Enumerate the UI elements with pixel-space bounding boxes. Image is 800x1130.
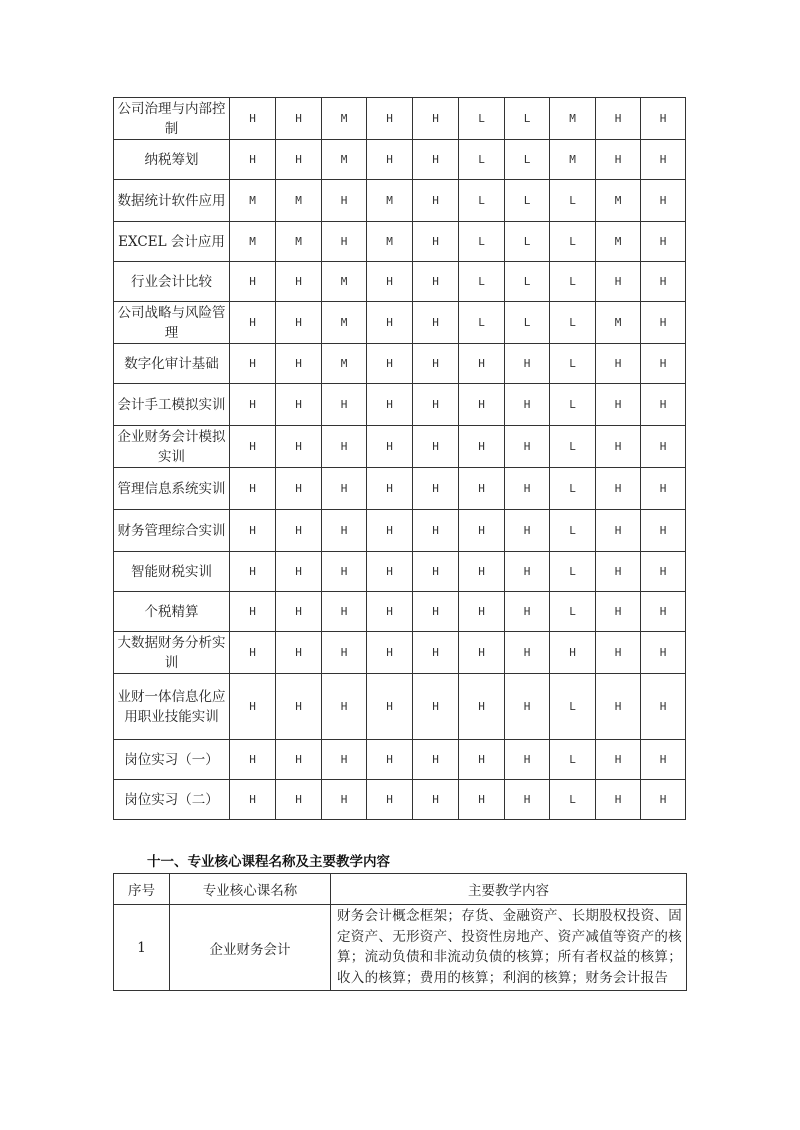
competency-level-cell: H — [367, 262, 413, 302]
competency-level-cell: L — [550, 180, 596, 222]
competency-level-cell: H — [413, 384, 459, 426]
competency-level-cell: L — [550, 384, 596, 426]
competency-level-cell: H — [230, 740, 276, 780]
competency-level-cell: L — [459, 222, 505, 262]
header-course-name: 专业核心课名称 — [170, 874, 331, 905]
competency-level-cell: H — [641, 98, 686, 140]
competency-level-cell: L — [550, 510, 596, 552]
competency-level-cell: H — [505, 426, 550, 468]
competency-level-cell: H — [596, 632, 641, 674]
table-row — [114, 510, 686, 552]
competency-level-cell: H — [459, 780, 505, 820]
competency-level-cell: M — [276, 180, 322, 222]
competency-level-cell: H — [367, 552, 413, 592]
competency-level-cell: H — [230, 98, 276, 140]
header-content: 主要教学内容 — [331, 874, 687, 905]
competency-level-cell: H — [276, 740, 322, 780]
competency-level-cell: H — [641, 552, 686, 592]
competency-level-cell: H — [596, 384, 641, 426]
table-row — [114, 426, 686, 468]
competency-level-cell: H — [322, 384, 367, 426]
competency-level-cell: H — [322, 552, 367, 592]
competency-level-cell: H — [505, 740, 550, 780]
competency-level-cell: H — [459, 632, 505, 674]
competency-level-cell: H — [367, 140, 413, 180]
competency-level-cell: H — [230, 302, 276, 344]
competency-level-cell: H — [641, 384, 686, 426]
table-row — [114, 674, 686, 740]
competency-level-cell: M — [367, 222, 413, 262]
course-name-cell: 企业财务会计模拟实训 — [114, 426, 230, 468]
table-row — [114, 740, 686, 780]
competency-level-cell: H — [413, 302, 459, 344]
competency-level-cell: H — [367, 632, 413, 674]
course-name: 企业财务会计 — [170, 905, 331, 991]
competency-level-cell: H — [367, 468, 413, 510]
core-courses-table — [113, 873, 687, 991]
competency-level-cell: H — [505, 592, 550, 632]
competency-level-cell: H — [459, 552, 505, 592]
competency-level-cell: H — [641, 510, 686, 552]
table-row — [114, 180, 686, 222]
competency-level-cell: M — [596, 222, 641, 262]
competency-level-cell: H — [641, 302, 686, 344]
course-name-cell: 数据统计软件应用 — [114, 180, 230, 222]
competency-level-cell: H — [367, 740, 413, 780]
competency-level-cell: H — [322, 180, 367, 222]
course-name-cell: 大数据财务分析实训 — [114, 632, 230, 674]
competency-level-cell: H — [276, 98, 322, 140]
table-row — [114, 905, 687, 991]
competency-level-cell: H — [276, 302, 322, 344]
competency-level-cell: H — [596, 674, 641, 740]
competency-level-cell: H — [230, 552, 276, 592]
competency-level-cell: H — [641, 780, 686, 820]
competency-level-cell: L — [550, 222, 596, 262]
competency-level-cell: M — [322, 140, 367, 180]
competency-level-cell: H — [276, 262, 322, 302]
competency-level-cell: H — [276, 468, 322, 510]
competency-level-cell: H — [413, 552, 459, 592]
competency-level-cell: H — [413, 426, 459, 468]
competency-level-cell: H — [459, 740, 505, 780]
table-row — [114, 98, 686, 140]
course-name-cell: 财务管理综合实训 — [114, 510, 230, 552]
competency-level-cell: M — [230, 180, 276, 222]
competency-level-cell: H — [230, 510, 276, 552]
competency-level-cell: H — [413, 262, 459, 302]
competency-level-cell: L — [505, 302, 550, 344]
course-name-cell: 岗位实习（二） — [114, 780, 230, 820]
competency-level-cell: H — [276, 384, 322, 426]
competency-level-cell: H — [596, 98, 641, 140]
competency-level-cell: H — [322, 592, 367, 632]
competency-level-cell: H — [322, 632, 367, 674]
table-row — [114, 592, 686, 632]
competency-level-cell: H — [276, 552, 322, 592]
matrix-body — [114, 98, 686, 820]
competency-level-cell: L — [550, 468, 596, 510]
competency-level-cell: H — [596, 740, 641, 780]
competency-level-cell: H — [505, 344, 550, 384]
competency-level-cell: H — [459, 468, 505, 510]
competency-level-cell: L — [550, 740, 596, 780]
competency-level-cell: H — [322, 426, 367, 468]
competency-level-cell: H — [413, 740, 459, 780]
course-name-cell: 管理信息系统实训 — [114, 468, 230, 510]
table-row — [114, 222, 686, 262]
competency-level-cell: H — [276, 344, 322, 384]
course-name-cell: 个税精算 — [114, 592, 230, 632]
competency-level-cell: L — [505, 262, 550, 302]
competency-level-cell: M — [276, 222, 322, 262]
course-name-cell: 公司战略与风险管理 — [114, 302, 230, 344]
competency-level-cell: H — [276, 632, 322, 674]
competency-level-cell: L — [550, 344, 596, 384]
competency-level-cell: H — [230, 674, 276, 740]
competency-level-cell: M — [550, 98, 596, 140]
course-name-cell: 数字化审计基础 — [114, 344, 230, 384]
competency-level-cell: H — [276, 592, 322, 632]
competency-level-cell: H — [596, 262, 641, 302]
competency-level-cell: L — [550, 592, 596, 632]
competency-level-cell: M — [230, 222, 276, 262]
competency-level-cell: H — [322, 740, 367, 780]
competency-level-cell: H — [641, 740, 686, 780]
table-row — [114, 262, 686, 302]
competency-level-cell: H — [641, 344, 686, 384]
competency-level-cell: H — [230, 344, 276, 384]
competency-level-cell: H — [596, 140, 641, 180]
competency-level-cell: H — [413, 344, 459, 384]
competency-level-cell: H — [459, 384, 505, 426]
competency-level-cell: M — [322, 344, 367, 384]
competency-level-cell: H — [505, 384, 550, 426]
competency-level-cell: M — [596, 302, 641, 344]
competency-level-cell: L — [505, 140, 550, 180]
competency-level-cell: M — [596, 180, 641, 222]
competency-level-cell: H — [505, 510, 550, 552]
competency-level-cell: L — [505, 98, 550, 140]
competency-level-cell: H — [505, 468, 550, 510]
competency-level-cell: H — [230, 426, 276, 468]
competency-level-cell: H — [413, 468, 459, 510]
competency-level-cell: H — [367, 302, 413, 344]
competency-level-cell: M — [322, 302, 367, 344]
competency-level-cell: L — [459, 98, 505, 140]
course-name-cell: 业财一体信息化应用职业技能实训 — [114, 674, 230, 740]
competency-level-cell: H — [367, 674, 413, 740]
course-name-cell: 智能财税实训 — [114, 552, 230, 592]
competency-level-cell: H — [641, 632, 686, 674]
competency-level-cell: M — [322, 262, 367, 302]
competency-level-cell: L — [550, 552, 596, 592]
table-row — [114, 780, 686, 820]
competency-level-cell: H — [230, 592, 276, 632]
competency-level-cell: H — [413, 592, 459, 632]
competency-level-cell: H — [596, 468, 641, 510]
competency-level-cell: H — [322, 222, 367, 262]
table-row — [114, 552, 686, 592]
course-name-cell: 会计手工模拟实训 — [114, 384, 230, 426]
competency-level-cell: H — [413, 180, 459, 222]
competency-level-cell: H — [641, 674, 686, 740]
competency-level-cell: H — [641, 262, 686, 302]
competency-level-cell: L — [505, 180, 550, 222]
competency-level-cell: H — [276, 510, 322, 552]
competency-level-cell: H — [459, 426, 505, 468]
competency-level-cell: H — [322, 510, 367, 552]
competency-level-cell: L — [550, 302, 596, 344]
competency-level-cell: L — [550, 780, 596, 820]
section-heading: 十一、专业核心课程名称及主要教学内容 — [147, 854, 390, 870]
competency-level-cell: H — [413, 780, 459, 820]
competency-level-cell: H — [641, 222, 686, 262]
competency-level-cell: H — [413, 632, 459, 674]
competency-level-cell: H — [367, 592, 413, 632]
competency-level-cell: H — [230, 468, 276, 510]
course-number: 1 — [114, 905, 170, 991]
competency-level-cell: H — [413, 140, 459, 180]
competency-level-cell: H — [596, 780, 641, 820]
course-name-cell: EXCEL 会计应用 — [114, 222, 230, 262]
competency-level-cell: H — [459, 674, 505, 740]
competency-level-cell: H — [230, 780, 276, 820]
competency-level-cell: H — [641, 426, 686, 468]
competency-level-cell: H — [230, 262, 276, 302]
competency-level-cell: H — [413, 674, 459, 740]
competency-level-cell: L — [550, 426, 596, 468]
table-row — [114, 468, 686, 510]
competency-level-cell: H — [230, 140, 276, 180]
competency-level-cell: L — [459, 262, 505, 302]
competency-level-cell: M — [550, 140, 596, 180]
competency-level-cell: H — [413, 98, 459, 140]
course-content: 财务会计概念框架；存货、金融资产、长期股权投资、固定资产、无形资产、投资性房地产、资产减值等资产的核算；流动负债和非流动负债的核算；所有者权益的核算；收入的核算；费用的核算；利润的核算；财务会计报告 — [331, 905, 687, 991]
competency-level-cell: H — [276, 140, 322, 180]
competency-level-cell: H — [230, 632, 276, 674]
competency-level-cell: H — [367, 780, 413, 820]
competency-level-cell: H — [230, 384, 276, 426]
competency-level-cell: H — [322, 674, 367, 740]
competency-level-cell: H — [641, 140, 686, 180]
competency-level-cell: H — [276, 780, 322, 820]
course-competency-matrix — [113, 97, 686, 820]
competency-level-cell: H — [550, 632, 596, 674]
competency-level-cell: L — [550, 262, 596, 302]
course-name-cell: 公司治理与内部控制 — [114, 98, 230, 140]
competency-level-cell: L — [505, 222, 550, 262]
competency-level-cell: L — [550, 674, 596, 740]
competency-level-cell: H — [459, 344, 505, 384]
course-name-cell: 行业会计比较 — [114, 262, 230, 302]
table-row — [114, 632, 686, 674]
course-name-cell: 岗位实习（一） — [114, 740, 230, 780]
competency-level-cell: H — [596, 592, 641, 632]
competency-level-cell: H — [641, 180, 686, 222]
competency-level-cell: H — [367, 384, 413, 426]
competency-level-cell: H — [505, 552, 550, 592]
competency-level-cell: H — [322, 468, 367, 510]
competency-level-cell: H — [596, 344, 641, 384]
competency-level-cell: H — [367, 344, 413, 384]
competency-level-cell: H — [413, 222, 459, 262]
competency-level-cell: M — [322, 98, 367, 140]
competency-level-cell: H — [367, 98, 413, 140]
competency-level-cell: H — [459, 592, 505, 632]
competency-level-cell: H — [505, 674, 550, 740]
header-no: 序号 — [114, 874, 170, 905]
competency-level-cell: H — [413, 510, 459, 552]
core-table-header-row — [114, 874, 687, 905]
course-name-cell: 纳税筹划 — [114, 140, 230, 180]
competency-level-cell: M — [367, 180, 413, 222]
competency-level-cell: H — [505, 780, 550, 820]
competency-level-cell: L — [459, 140, 505, 180]
competency-level-cell: H — [641, 468, 686, 510]
competency-level-cell: H — [459, 510, 505, 552]
table-row — [114, 384, 686, 426]
competency-level-cell: H — [367, 426, 413, 468]
competency-level-cell: H — [641, 592, 686, 632]
competency-level-cell: L — [459, 302, 505, 344]
competency-level-cell: H — [276, 426, 322, 468]
table-row — [114, 140, 686, 180]
competency-level-cell: H — [322, 780, 367, 820]
competency-level-cell: H — [367, 510, 413, 552]
competency-level-cell: H — [596, 552, 641, 592]
competency-level-cell: H — [596, 510, 641, 552]
competency-level-cell: H — [505, 632, 550, 674]
table-row — [114, 302, 686, 344]
competency-level-cell: H — [276, 674, 322, 740]
table-row — [114, 344, 686, 384]
competency-level-cell: H — [596, 426, 641, 468]
competency-level-cell: L — [459, 180, 505, 222]
